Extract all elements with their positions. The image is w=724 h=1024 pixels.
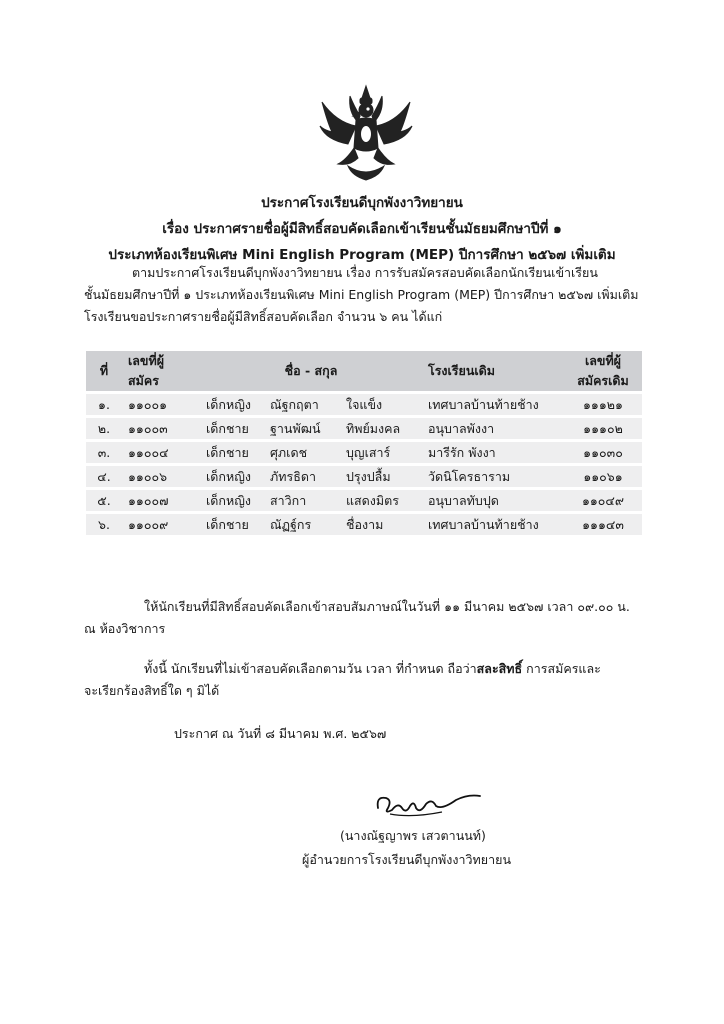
cell-school: อนุบาลพังงา [422,418,564,439]
cell-app-no: ๑๑๐๐๙ [122,514,200,535]
cell-last-name: บุญเสาร์ [340,442,422,463]
cell-first-name: ศุภเดช [264,442,340,463]
cell-school: เทศบาลบ้านท้ายช้าง [422,514,564,535]
table-row [86,394,642,415]
title-line-2: เรื่อง ประกาศรายชื่อผู้มีสิทธิ์สอบคัดเลือกเข้าเรียนชั้นมัธยมศึกษาปีที่ ๑ [162,221,562,237]
cell-old-no: ๑๑๐๖๑ [564,466,642,487]
interview-line-2: ณ ห้องวิชาการ [84,621,166,636]
cell-no: ๓. [86,442,122,463]
table-row [86,418,642,439]
table-row [86,466,642,487]
cell-app-no: ๑๑๐๐๖ [122,466,200,487]
cell-app-no: ๑๑๐๐๗ [122,490,200,511]
interview-line-1: ให้นักเรียนที่มีสิทธิ์สอบคัดเลือกเข้าสอบสัมภาษณ์ในวันที่ ๑๑ มีนาคม ๒๕๖๗ เวลา ๐๙.๐๐ น. [144,599,630,614]
announce-date: ประกาศ ณ วันที่ ๘ มีนาคม พ.ศ. ๒๕๖๗ [174,726,387,741]
notice-text-post: การสมัครและ [522,661,601,676]
header-old-no: เลขที่ผู้สมัครเดิม [564,351,642,391]
cell-old-no: ๑๑๑๒๑ [564,394,642,415]
cell-no: ๔. [86,466,122,487]
cell-old-no: ๑๑๐๓๐ [564,442,642,463]
intro-line-1: ตามประกาศโรงเรียนดีบุกพังงาวิทยายน เรื่อง การรับสมัครสอบคัดเลือกนักเรียนเข้าเรียน [132,265,598,280]
table-row [86,490,642,511]
cell-title: เด็กชาย [200,418,264,439]
cell-title: เด็กชาย [200,514,264,535]
cell-old-no: ๑๑๑๔๓ [564,514,642,535]
cell-title: เด็กชาย [200,442,264,463]
header-app-no: เลขที่ผู้สมัคร [122,351,200,391]
cell-school: อนุบาลทับปุด [422,490,564,511]
cell-app-no: ๑๑๐๐๓ [122,418,200,439]
cell-old-no: ๑๑๑๐๒ [564,418,642,439]
notice-line-1 [144,658,601,680]
header-name: ชื่อ - สกุล [200,351,422,391]
cell-no: ๑. [86,394,122,415]
cell-no: ๖. [86,514,122,535]
header-school: โรงเรียนเดิม [422,351,564,391]
cell-last-name: ชื่องาม [340,514,422,535]
cell-last-name: แสดงมิตร [340,490,422,511]
cell-school: เทศบาลบ้านท้ายช้าง [422,394,564,415]
intro-line-3: โรงเรียนขอประกาศรายชื่อผู้มีสิทธิ์สอบคัดเลือก จำนวน ๖ คน ได้แก่ [84,309,443,324]
title-line-3: ประเภทห้องเรียนพิเศษ Mini English Program (MEP) ปีการศึกษา ๒๕๖๗ เพิ่มเติม [108,247,616,263]
cell-first-name: สาวิกา [264,490,340,511]
cell-app-no: ๑๑๐๐๔ [122,442,200,463]
notice-text-pre: ทั้งนี้ นักเรียนที่ไม่เข้าสอบคัดเลือกตามวัน เวลา ที่กำหนด ถือว่า [144,661,477,676]
garuda-emblem-icon [318,82,414,182]
notice-line-2: จะเรียกร้องสิทธิ์ใด ๆ มิได้ [84,683,220,698]
cell-school: มารีรัก พังงา [422,442,564,463]
cell-first-name: ณัฏฐ์กร [264,514,340,535]
signer-name: (นางณัฐญาพร เสวตานนท์) [340,828,486,843]
cell-title: เด็กหญิง [200,490,264,511]
signature-icon [372,788,482,822]
cell-old-no: ๑๑๐๔๙ [564,490,642,511]
cell-first-name: ณัฐกฤตา [264,394,340,415]
forfeit-text: สละสิทธิ์ [476,661,523,676]
title-line-1: ประกาศโรงเรียนดีบุกพังงาวิทยายน [261,195,463,211]
announcement-title [0,190,724,268]
cell-no: ๒. [86,418,122,439]
table-header-row [86,351,642,391]
header-no: ที่ [86,351,122,391]
cell-first-name: ฐานพัฒน์ [264,418,340,439]
cell-school: วัดนิโครธาราม [422,466,564,487]
table-row [86,442,642,463]
cell-app-no: ๑๑๐๐๑ [122,394,200,415]
cell-last-name: ใจแข็ง [340,394,422,415]
cell-last-name: ทิพย์มงคล [340,418,422,439]
candidate-table [86,348,642,538]
intro-line-2: ชั้นมัธยมศึกษาปีที่ ๑ ประเภทห้องเรียนพิเศษ Mini English Program (MEP) ปีการศึกษา ๒๕๖๗ เพิ่มเติม [84,287,639,302]
signer-position: ผู้อำนวยการโรงเรียนดีบุกพังงาวิทยายน [302,852,511,867]
cell-title: เด็กหญิง [200,394,264,415]
cell-title: เด็กหญิง [200,466,264,487]
cell-no: ๕. [86,490,122,511]
cell-last-name: ปรุงปลื้ม [340,466,422,487]
table-row [86,514,642,535]
cell-first-name: ภัทรธิดา [264,466,340,487]
